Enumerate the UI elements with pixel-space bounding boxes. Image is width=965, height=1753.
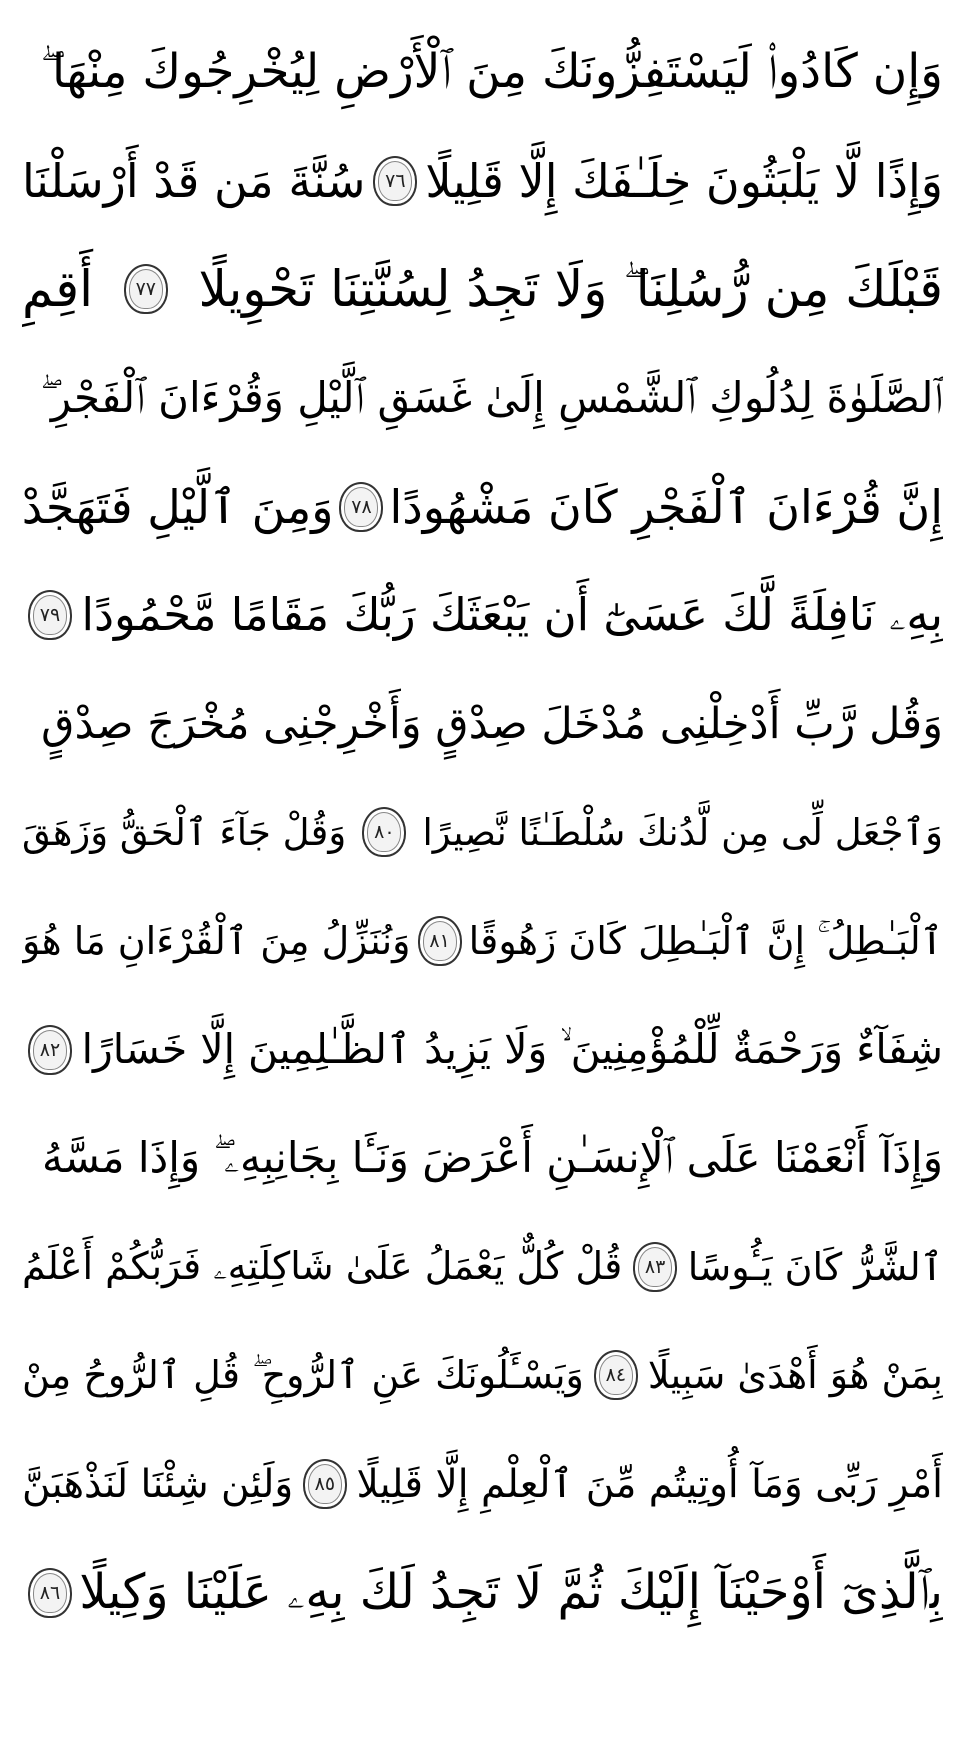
verse-text: بِٱلَّذِىٓ أَوْحَيْنَآ إِلَيْكَ ثُمَّ لَا تَجِدُ لَكَ بِهِۦ عَلَيْنَا وَكِيلًا [79,1564,943,1621]
ayah-number-marker: ٨١ [418,916,462,966]
verse-text: بِهِۦ نَافِلَةً لَّكَ عَسَىٰٓ أَن يَبْعَثَكَ رَبُّكَ مَقَامًا مَّحْمُودًا [81,588,943,642]
ayah-number-marker: ٧٨ [339,482,383,532]
verse-text: وَإِن كَادُوا۟ لَيَسْتَفِزُّونَكَ مِنَ ٱلْأَرْضِ لِيُخْرِجُوكَ مِنْهَا ۖ [40,44,943,100]
ayah-number-marker: ٨٠ [362,807,406,857]
verse-line [22,127,943,236]
ayah-number-marker: ٨٣ [633,1242,677,1292]
verse-text: ٱلْبَـٰطِلُ ۚ إِنَّ ٱلْبَـٰطِلَ كَانَ زَهُوقًا [468,918,943,963]
ayah-number-marker: ٧٩ [28,590,72,640]
verse-text: سُنَّةَ مَن قَدْ أَرْسَلْنَا [22,153,366,208]
verse-line [22,887,943,996]
verse-text: وَٱجْعَل لِّى مِن لَّدُنكَ سُلْطَـٰنًا نَّصِيرًا [422,810,943,854]
verse-text: وَنُنَزِّلُ مِنَ ٱلْقُرْءَانِ مَا هُوَ [22,919,411,964]
ayah-number-marker: ٧٧ [124,264,168,314]
verse-text: إِنَّ قُرْءَانَ ٱلْفَجْرِ كَانَ مَشْهُودًا [389,479,943,534]
ayah-number-marker: ٨٦ [28,1568,72,1618]
verse-text: ٱلشَّرُّ كَانَ يَـُٔوسًا [687,1244,943,1289]
verse-text: ٱلصَّلَوٰةَ لِدُلُوكِ ٱلشَّمْسِ إِلَىٰ غَسَقِ ٱلَّيْلِ وَقُرْءَانَ ٱلْفَجْرِ ۖ [40,373,943,423]
verse-line [22,344,943,453]
verse-text: شِفَآءٌ وَرَحْمَةٌ لِّلْمُؤْمِنِينَ ۙ وَلَا يَزِيدُ ٱلظَّـٰلِمِينَ إِلَّا خَسَارًا [81,1025,943,1074]
verse-line [22,778,943,887]
verse-text: أَقِمِ [22,260,94,319]
verse-text: وَمِنَ ٱلَّيْلِ فَتَهَجَّدْ [22,479,334,534]
ayah-number-marker: ٧٦ [373,156,417,206]
verse-line [22,995,943,1104]
ayah-number-marker: ٨٤ [594,1350,638,1400]
verse-text: وَإِذَآ أَنْعَمْنَا عَلَى ٱلْإِنسَـٰنِ أَعْرَضَ وَنَـَٔا بِجَانِبِهِۦ ۖ وَإِذَا مَسَّهُ [42,1133,943,1183]
verse-line [22,670,943,779]
verse-text: قَبْلَكَ مِن رُّسُلِنَا ۖ وَلَا تَجِدُ لِسُنَّتِنَا تَحْوِيلًا [198,259,943,318]
verse-line [22,18,943,127]
verse-text: وَلَئِن شِئْنَا لَنَذْهَبَنَّ [22,1461,294,1507]
ayah-number-marker: ٨٢ [28,1025,72,1075]
verse-text: بِمَنْ هُوَ أَهْدَىٰ سَبِيلًا [647,1353,943,1398]
verse-text: وَقُل رَّبِّ أَدْخِلْنِى مُدْخَلَ صِدْقٍ وَأَخْرِجْنِى مُخْرَجَ صِدْقٍ [41,698,943,749]
verse-text: قُلْ كُلٌّ يَعْمَلُ عَلَىٰ شَاكِلَتِهِۦ فَرَبُّكُمْ أَعْلَمُ [22,1244,623,1289]
verse-text: وَإِذًا لَّا يَلْبَثُونَ خِلَـٰفَكَ إِلَّا قَلِيلًا [425,153,943,208]
verse-line [22,1321,943,1430]
ayah-number-marker: ٨٥ [303,1459,347,1509]
verse-line [22,452,943,561]
verse-lines [22,18,943,1647]
verse-line [22,561,943,670]
verse-line [22,1213,943,1322]
verse-text: أَمْرِ رَبِّى وَمَآ أُوتِيتُم مِّنَ ٱلْعِلْمِ إِلَّا قَلِيلًا [356,1461,943,1507]
verse-line [22,1104,943,1213]
verse-line [22,235,943,344]
verse-line [22,1538,943,1647]
verse-text: وَقُلْ جَآءَ ٱلْحَقُّ وَزَهَقَ [22,810,347,854]
verse-text: وَيَسْـَٔلُونَكَ عَنِ ٱلرُّوحِ ۖ قُلِ ٱلرُّوحُ مِنْ [22,1352,584,1397]
verse-line [22,1430,943,1539]
